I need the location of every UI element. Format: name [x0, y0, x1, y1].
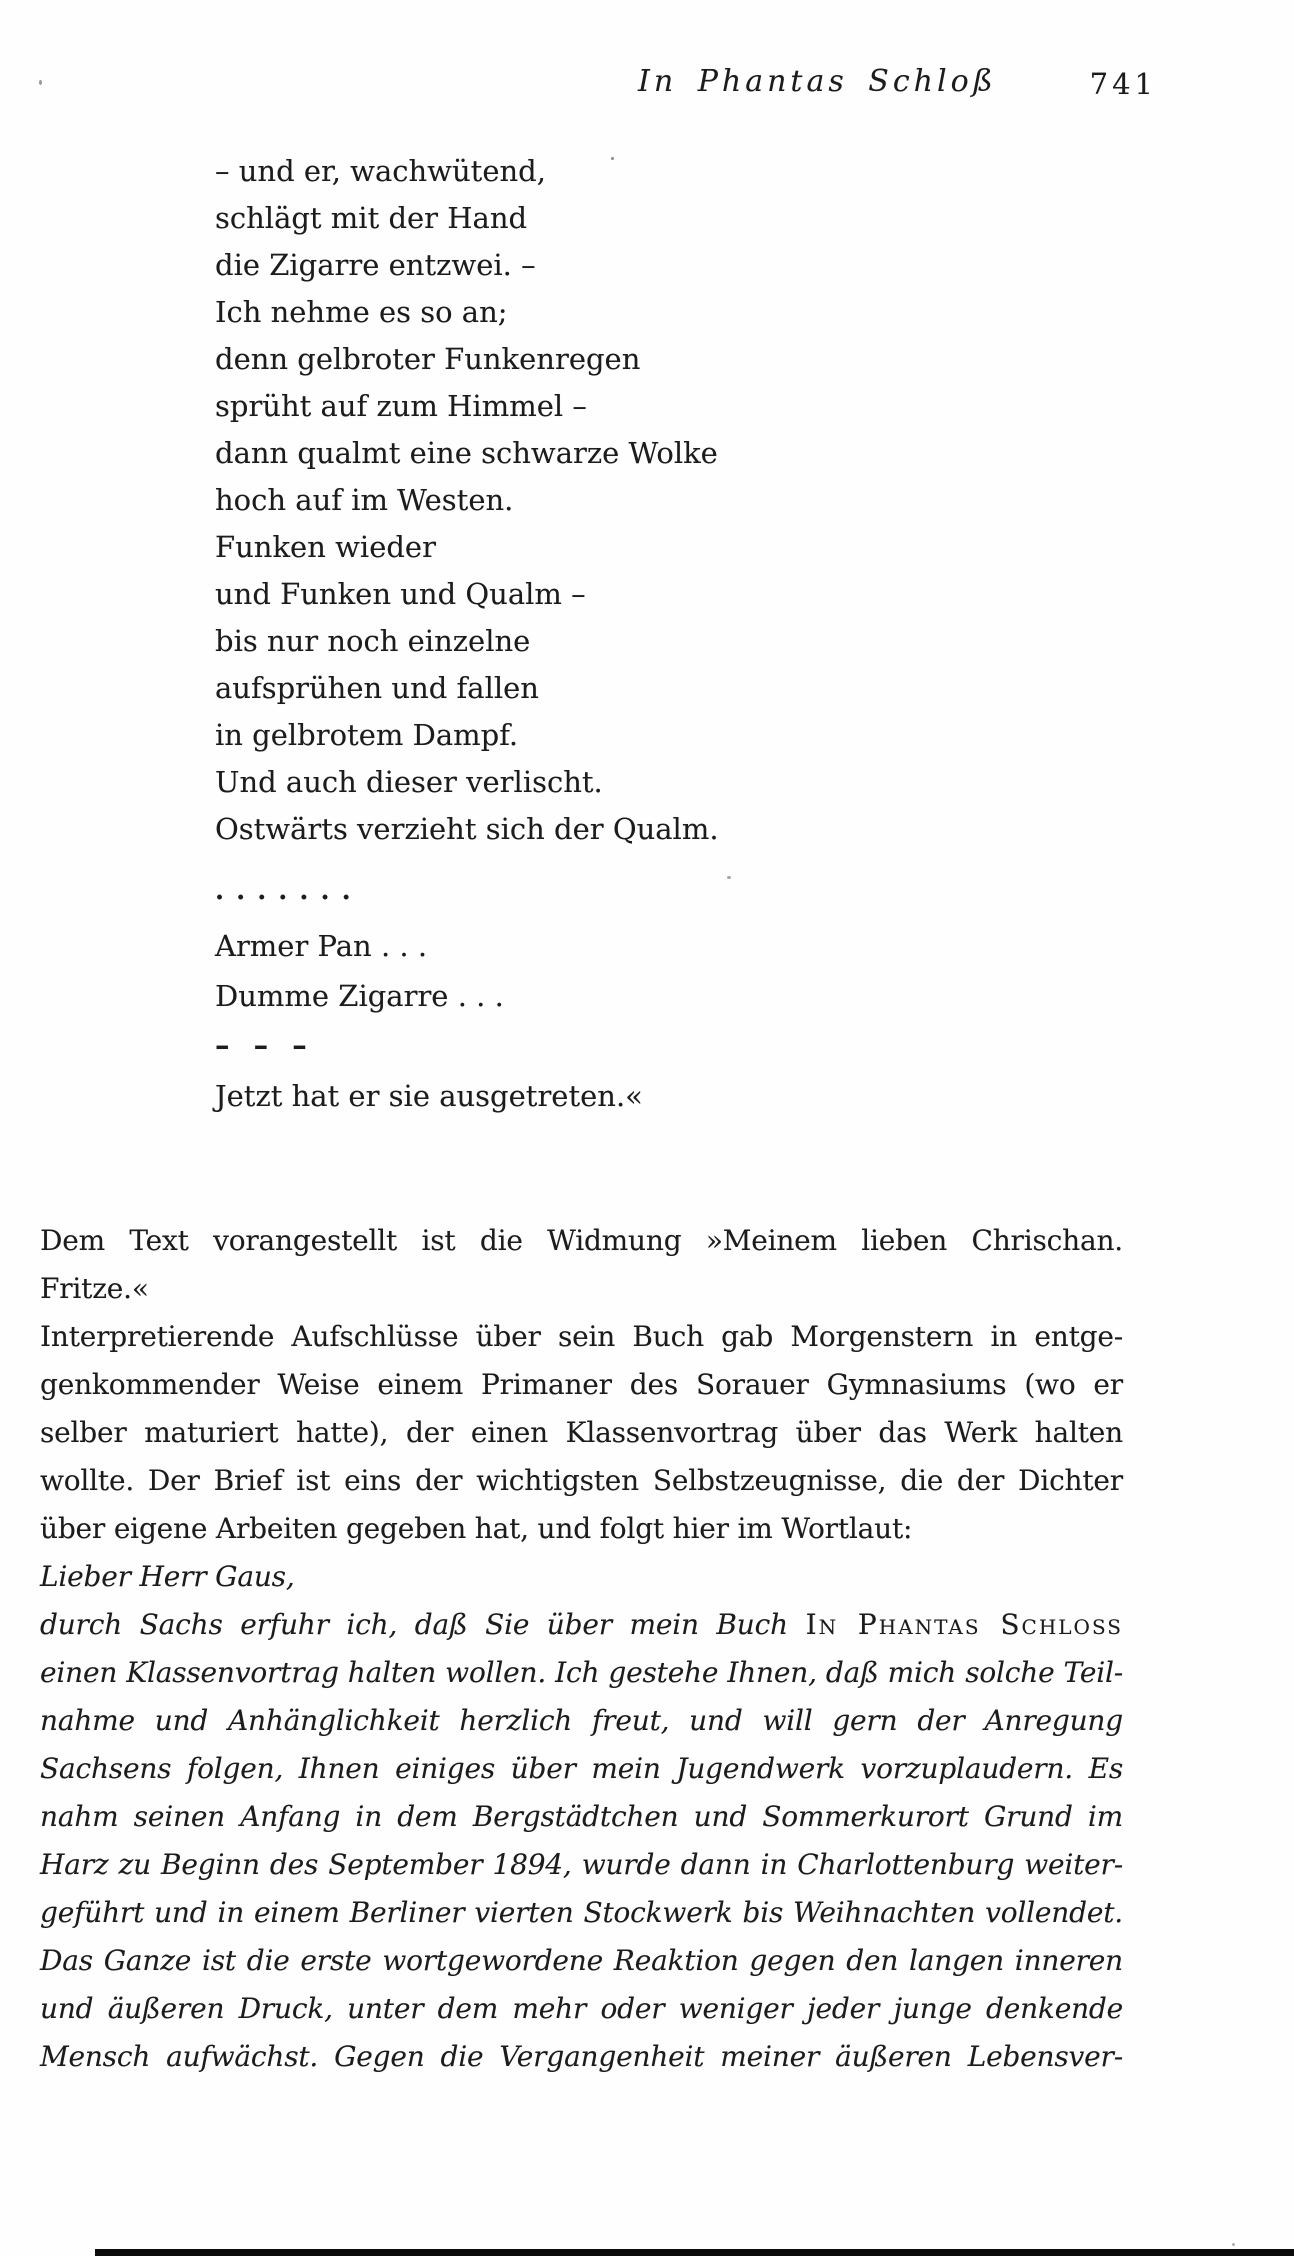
letter-line: nahme und Anhänglichkeit herzlich freut, und will gern der Anregung	[40, 1704, 1123, 1737]
poem-line: dann qualmt eine schwarze Wolke	[215, 436, 718, 470]
book-title-smallcaps: In Phantas Schloss	[805, 1608, 1123, 1641]
poem-line: hoch auf im Westen.	[215, 483, 514, 517]
poem-line: bis nur noch einzelne	[215, 624, 531, 658]
commentary-line: Dem Text vorangestellt ist die Widmung »Meinem lieben Chrischan.	[40, 1224, 1123, 1257]
letter-line: Mensch aufwächst. Gegen die Vergangenheit meiner äußeren Lebensver-	[40, 2040, 1123, 2073]
letter-line: einen Klassenvortrag halten wollen. Ich gestehe Ihnen, daß mich solche Teil-	[40, 1656, 1123, 1689]
commentary	[40, 1217, 1123, 1553]
poem-line: Funken wieder	[215, 530, 436, 564]
letter-line: und äußeren Druck, unter dem mehr oder weniger jeder junge denkende	[40, 1992, 1123, 2025]
running-head	[40, 64, 1157, 104]
letter-line: geführt und in einem Berliner vierten Stockwerk bis Weihnachten vollendet.	[40, 1896, 1123, 1929]
letter-line: Sachsens folgen, Ihnen einiges über mein Jugendwerk vorzuplaudern. Es	[40, 1752, 1123, 1785]
commentary-line: über eigene Arbeiten gegeben hat, und folgt hier im Wortlaut:	[40, 1512, 913, 1545]
scan-speck	[727, 876, 731, 879]
poem-line: Und auch dieser verlischt.	[215, 765, 603, 799]
poem-line: Ostwärts verzieht sich der Qualm.	[215, 812, 719, 846]
commentary-line: wollte. Der Brief ist eins der wichtigsten Selbstzeugnisse, die der Dichter	[40, 1464, 1123, 1497]
letter-line: nahm seinen Anfang in dem Bergstädtchen und Sommerkurort Grund im	[40, 1800, 1123, 1833]
dash-line: – – –	[215, 1028, 314, 1062]
poem-line: in gelbrotem Dampf.	[215, 718, 519, 752]
poem-line: Jetzt hat er sie ausgetreten.«	[215, 1079, 643, 1113]
poem-line: und Funken und Qualm –	[215, 577, 586, 611]
letter-quotation	[40, 1553, 1123, 2081]
running-title: In Phantas Schloß	[638, 64, 997, 99]
poem-line: schlägt mit der Hand	[215, 201, 528, 235]
text-block	[40, 64, 1157, 2081]
letter-line: Das Ganze ist die erste wortgewordene Reaktion gegen den langen inneren	[40, 1944, 1123, 1977]
poem-line: die Zigarre entzwei. –	[215, 248, 536, 282]
page-number: 741	[1089, 67, 1157, 101]
poem-line: sprüht auf zum Himmel –	[215, 389, 587, 423]
commentary-line: selber maturiert hatte), der einen Klassenvortrag über das Werk halten	[40, 1416, 1123, 1449]
letter-salutation: Lieber Herr Gaus,	[40, 1560, 295, 1593]
poem-line: aufsprühen und fallen	[215, 671, 539, 705]
commentary-line: Fritze.«	[40, 1272, 149, 1305]
letter-line	[40, 1601, 1123, 1649]
letter-line-text: durch Sachs erfuhr ich, daß Sie über mein Buch	[40, 1608, 806, 1641]
poem-line: denn gelbroter Funkenregen	[215, 342, 641, 376]
scan-speck	[39, 80, 42, 85]
scan-edge-bar	[95, 2249, 1294, 2256]
poem-line: Ich nehme es so an;	[215, 295, 508, 329]
commentary-line: genkommender Weise einem Primaner des Sorauer Gymnasiums (wo er	[40, 1368, 1123, 1401]
commentary-line: Interpretierende Aufschlüsse über sein Buch gab Morgenstern in entge-	[40, 1320, 1123, 1353]
ellipsis-line: . . . . . . .	[215, 876, 353, 906]
poem-line: – und er, wachwütend,	[215, 154, 546, 188]
poem	[215, 148, 1123, 1121]
poem-stanza	[215, 921, 1123, 1021]
poem-line: Dumme Zigarre . . .	[215, 979, 504, 1013]
scan-speck	[1232, 2243, 1235, 2246]
scan-speck	[611, 157, 614, 160]
letter-line: Harz zu Beginn des September 1894, wurde dann in Charlottenburg weiter-	[40, 1848, 1123, 1881]
poem-line: Armer Pan . . .	[215, 929, 428, 963]
